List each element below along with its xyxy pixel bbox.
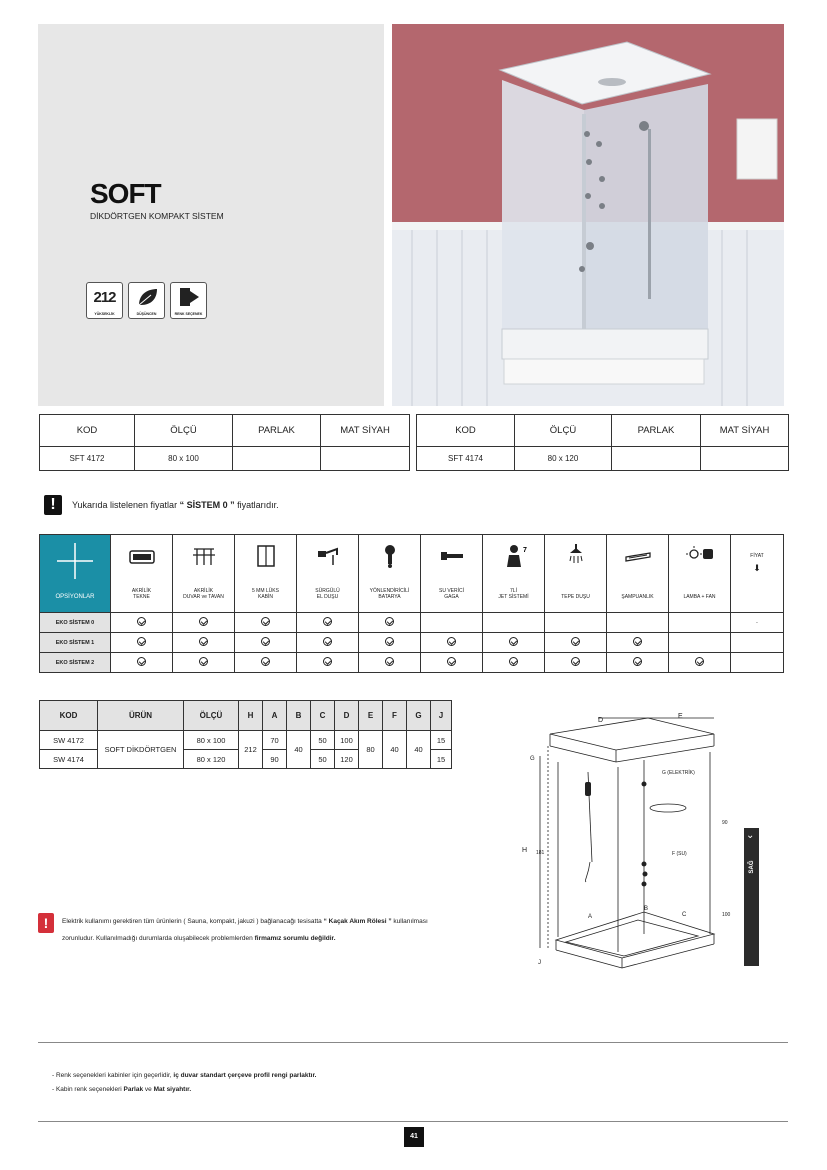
wall-ceiling-icon: [189, 543, 219, 569]
opt-col-lamba: [669, 535, 731, 613]
system-name: EKO SİSTEM 1: [40, 633, 111, 653]
diagram-label-f-su: F (SU): [672, 851, 687, 857]
text-part: ve: [143, 1086, 154, 1093]
text-part: kullanılması: [391, 918, 428, 925]
check-cell: [359, 653, 421, 673]
check-cell: [669, 653, 731, 673]
side-tab-label: SAĞ: [749, 860, 755, 874]
empty-cell: [421, 613, 483, 633]
dim-col-a: A: [263, 701, 287, 731]
check-cell: [421, 633, 483, 653]
price-cell: [731, 633, 784, 653]
diagram-label-h: H: [522, 847, 528, 854]
dim-h: 212: [239, 731, 263, 769]
cell-parlak: [233, 447, 321, 471]
dim-e: 80: [359, 731, 383, 769]
cell-mat: [701, 447, 789, 471]
system-row-0: [40, 613, 784, 633]
dim-col-kod: KOD: [40, 701, 98, 731]
check-cell: [111, 653, 173, 673]
opt-col-jet: [483, 535, 545, 613]
spec-table-right: [416, 414, 789, 471]
check-cell: [483, 633, 545, 653]
dim-col-e: E: [359, 701, 383, 731]
check-icon: [261, 617, 270, 626]
dim-col-c: C: [311, 701, 335, 731]
color-badge: [170, 282, 207, 319]
cell-mat: [321, 447, 410, 471]
options-corner: [40, 535, 111, 613]
empty-cell: [669, 633, 731, 653]
cell-parlak: [612, 447, 701, 471]
check-icon: [199, 657, 208, 666]
price-note-suffix: fiyatlarıdır.: [234, 500, 279, 510]
cell-olcu: 80 x 120: [515, 447, 612, 471]
dim-olcu: 80 x 100: [184, 731, 239, 750]
opt-sublabel-5: BATARYA: [378, 594, 401, 600]
check-cell: [173, 653, 235, 673]
dim-c: 50: [311, 731, 335, 750]
opt-label-5: YÖNLENDİRİCİLİ: [369, 588, 410, 594]
eco-label: DÜŞÜNCEN: [136, 312, 157, 316]
text-bold: firmamız sorumlu değildir.: [254, 935, 336, 942]
opt-label-9: ŞAMPUANLIK: [621, 594, 654, 600]
check-icon: [571, 637, 580, 646]
text-bold: Parlak: [123, 1086, 144, 1093]
empty-cell: [607, 613, 669, 633]
color-options-icon: [171, 283, 208, 311]
opt-col-kabin: [235, 535, 297, 613]
text-part: zorunludur. Kullanılmadığı durumlarda oluşabilecek problemlerden: [62, 935, 255, 942]
dim-a: 70: [263, 731, 287, 750]
check-icon: [509, 637, 518, 646]
chevron-down-icon: ⌄: [746, 830, 755, 841]
arrow-down-icon: ⬇: [753, 563, 761, 573]
footer-note-2: [52, 1083, 316, 1097]
check-icon: [261, 657, 270, 666]
cabin-icon: [251, 543, 281, 569]
dim-col-g: G: [407, 701, 431, 731]
price-note-prefix: Yukarıda listelenen fiyatlar: [72, 500, 180, 510]
check-icon: [137, 617, 146, 626]
opt-sublabel-2: DUVAR ve TAVAN: [183, 594, 224, 600]
col-kod: KOD: [417, 415, 515, 447]
check-icon: [323, 617, 332, 626]
opt-label-10: LAMBA + FAN: [683, 594, 716, 600]
opt-sublabel-1: TEKNE: [133, 594, 150, 600]
dim-olcu: 80 x 120: [184, 750, 239, 769]
dim-f: 40: [383, 731, 407, 769]
price-note: [44, 495, 279, 515]
check-icon: [447, 657, 456, 666]
dim-g: 40: [407, 731, 431, 769]
opt-label-8: TEPE DUŞU: [561, 594, 590, 600]
height-badge: [86, 282, 123, 319]
system-row-2: [40, 653, 784, 673]
check-icon: [633, 657, 642, 666]
opt-label-6: SU VERİCİ: [438, 588, 464, 594]
col-olcu: ÖLÇÜ: [135, 415, 233, 447]
spout-icon: [437, 543, 467, 569]
footer-note-1: [52, 1069, 316, 1083]
dim-kod: SW 4172: [40, 731, 98, 750]
leaf-icon: [129, 283, 166, 311]
electric-note-text: [62, 913, 428, 947]
cell-olcu: 80 x 100: [135, 447, 233, 471]
product-photo: [392, 24, 784, 406]
opt-sublabel-6: GAGA: [444, 594, 459, 600]
dim-j: 15: [431, 750, 452, 769]
diagram-label-c: C: [682, 912, 687, 918]
col-mat-siyah: MAT SİYAH: [701, 415, 789, 447]
diagram-label-j: J: [538, 960, 541, 966]
check-cell: [173, 613, 235, 633]
check-cell: [111, 613, 173, 633]
check-icon: [137, 657, 146, 666]
dim-col-urun: ÜRÜN: [98, 701, 184, 731]
feature-badges: [86, 282, 207, 319]
check-icon: [385, 637, 394, 646]
opt-sublabel-3: KABİN: [257, 594, 273, 600]
dim-b: 40: [287, 731, 311, 769]
shower-cabin-illustration: [392, 24, 784, 406]
check-cell: [173, 633, 235, 653]
check-icon: [633, 637, 642, 646]
check-icon: [323, 657, 332, 666]
col-parlak: PARLAK: [612, 415, 701, 447]
dim-col-d: D: [335, 701, 359, 731]
dim-col-j: J: [431, 701, 452, 731]
electric-note-line1: [62, 913, 428, 930]
technical-diagram: [518, 712, 746, 974]
cell-kod: SFT 4172: [40, 447, 135, 471]
footer-notes: [52, 1069, 316, 1097]
price-note-system: “ SİSTEM 0 ”: [179, 500, 235, 510]
system-name: EKO SİSTEM 2: [40, 653, 111, 673]
check-cell: [235, 653, 297, 673]
text-bold: “ Kaçak Akım Rölesi ”: [323, 918, 392, 925]
empty-cell: [669, 613, 731, 633]
warning-icon: !: [38, 913, 54, 933]
color-label: RENK SEÇENEK: [174, 312, 203, 316]
opt-col-batarya: [359, 535, 421, 613]
check-icon: [571, 657, 580, 666]
height-value: 212: [93, 289, 116, 306]
diagram-label-a: A: [588, 914, 593, 920]
check-cell: [607, 633, 669, 653]
opt-col-fiyat: [731, 535, 784, 613]
opt-col-elduşu: [297, 535, 359, 613]
tray-icon: [127, 543, 157, 569]
overhead-shower-icon: [561, 543, 591, 569]
text-bold: iç duvar standart çerçeve profil rengi parlaktır.: [173, 1072, 317, 1079]
diagram-label-g-elektrik: G (ELEKTRİK): [662, 770, 695, 776]
check-icon: [199, 637, 208, 646]
check-icon: [199, 617, 208, 626]
spec-table-left: [39, 414, 410, 471]
electric-note-line2: [62, 930, 428, 947]
opt-sublabel-7: JET SİSTEMİ: [498, 594, 529, 600]
diagram-label-e: E: [678, 713, 683, 720]
check-icon: [385, 657, 394, 666]
side-tab: [744, 828, 759, 966]
opt-label-3: 5 MM LÜKS: [252, 588, 279, 594]
dim-d: 120: [335, 750, 359, 769]
check-cell: [297, 653, 359, 673]
col-mat-siyah: MAT SİYAH: [321, 415, 410, 447]
empty-cell: [545, 613, 607, 633]
dimension-table: [39, 700, 452, 769]
price-header: FİYAT: [750, 553, 764, 559]
opt-sublabel-4: EL DUŞU: [316, 594, 339, 600]
height-label: YÜKSEKLİK: [94, 312, 115, 316]
opt-col-tepe: [545, 535, 607, 613]
opt-col-tekne: [111, 535, 173, 613]
dim-kod: SW 4174: [40, 750, 98, 769]
hand-shower-icon: [313, 543, 343, 569]
warning-icon: !: [44, 495, 62, 515]
dim-col-h: H: [239, 701, 263, 731]
options-label: OPSİYONLAR: [55, 594, 95, 600]
opt-label-1: AKRİLİK: [131, 588, 152, 594]
cell-kod: SFT 4174: [417, 447, 515, 471]
check-icon: [137, 637, 146, 646]
opt-col-sampuan: [607, 535, 669, 613]
col-olcu: ÖLÇÜ: [515, 415, 612, 447]
text-part: - Renk seçenekleri kabinler için geçerlidir,: [52, 1072, 174, 1079]
diagram-label-b: B: [644, 906, 649, 912]
price-cell: [731, 653, 784, 673]
check-cell: [111, 633, 173, 653]
check-cell: [235, 613, 297, 633]
dim-col-b: B: [287, 701, 311, 731]
dim-row-0: [40, 731, 452, 750]
opt-label-4: SÜRGÜLÜ: [315, 588, 340, 594]
product-subtitle: DİKDÖRTGEN KOMPAKT SİSTEM: [90, 211, 224, 221]
check-icon: [261, 637, 270, 646]
svg-text:7: 7: [522, 547, 527, 554]
check-cell: [421, 653, 483, 673]
product-title: SOFT: [90, 178, 161, 209]
diagram-label-d: D: [598, 717, 604, 724]
dim-j: 15: [431, 731, 452, 750]
divider: [38, 1121, 788, 1122]
jet-body-icon: [499, 543, 529, 569]
text-part: Elektrik kullanımı gerektiren tüm ürünlerin ( Sauna, kompakt, jakuzi ) bağlanacağı tesisatta: [62, 918, 324, 925]
check-cell: [607, 653, 669, 673]
eco-badge: [128, 282, 165, 319]
dim-c: 50: [311, 750, 335, 769]
price-note-text: [72, 500, 279, 510]
diagram-label-90: 90: [722, 820, 728, 826]
lamp-fan-icon: [685, 543, 715, 569]
dim-d: 100: [335, 731, 359, 750]
check-cell: [235, 633, 297, 653]
shelf-icon: [623, 543, 653, 569]
divider: [38, 1042, 788, 1043]
check-icon: [695, 657, 704, 666]
opt-label-2: AKRİLİK: [193, 588, 214, 594]
opt-label-7: 7Lİ: [510, 588, 517, 594]
system-name: EKO SİSTEM 0: [40, 613, 111, 633]
dim-a: 90: [263, 750, 287, 769]
electric-note: [38, 913, 528, 947]
check-icon: [447, 637, 456, 646]
check-cell: [359, 633, 421, 653]
check-cell: [483, 653, 545, 673]
check-cell: [545, 633, 607, 653]
options-table: [39, 534, 784, 673]
check-cell: [297, 613, 359, 633]
diagram-label-g: G: [530, 756, 535, 762]
check-cell: [545, 653, 607, 673]
check-icon: [323, 637, 332, 646]
text-bold: Mat siyahtır.: [153, 1086, 192, 1093]
text-part: - Kabin renk seçenekleri: [52, 1086, 124, 1093]
plus-icon: [55, 541, 95, 581]
dim-col-f: F: [383, 701, 407, 731]
check-cell: [359, 613, 421, 633]
col-kod: KOD: [40, 415, 135, 447]
page-number: 41: [404, 1127, 424, 1147]
check-cell: [297, 633, 359, 653]
empty-cell: [483, 613, 545, 633]
system-row-1: [40, 633, 784, 653]
check-icon: [509, 657, 518, 666]
col-parlak: PARLAK: [233, 415, 321, 447]
check-icon: [385, 617, 394, 626]
opt-col-gaga: [421, 535, 483, 613]
opt-col-duvar: [173, 535, 235, 613]
faucet-icon: [375, 543, 405, 569]
dim-col-olcu: ÖLÇÜ: [184, 701, 239, 731]
price-cell: -: [731, 613, 784, 633]
dim-product: SOFT DİKDÖRTGEN: [98, 731, 184, 769]
diagram-label-h-value: 181: [536, 850, 545, 856]
diagram-label-100: 100: [722, 912, 731, 918]
